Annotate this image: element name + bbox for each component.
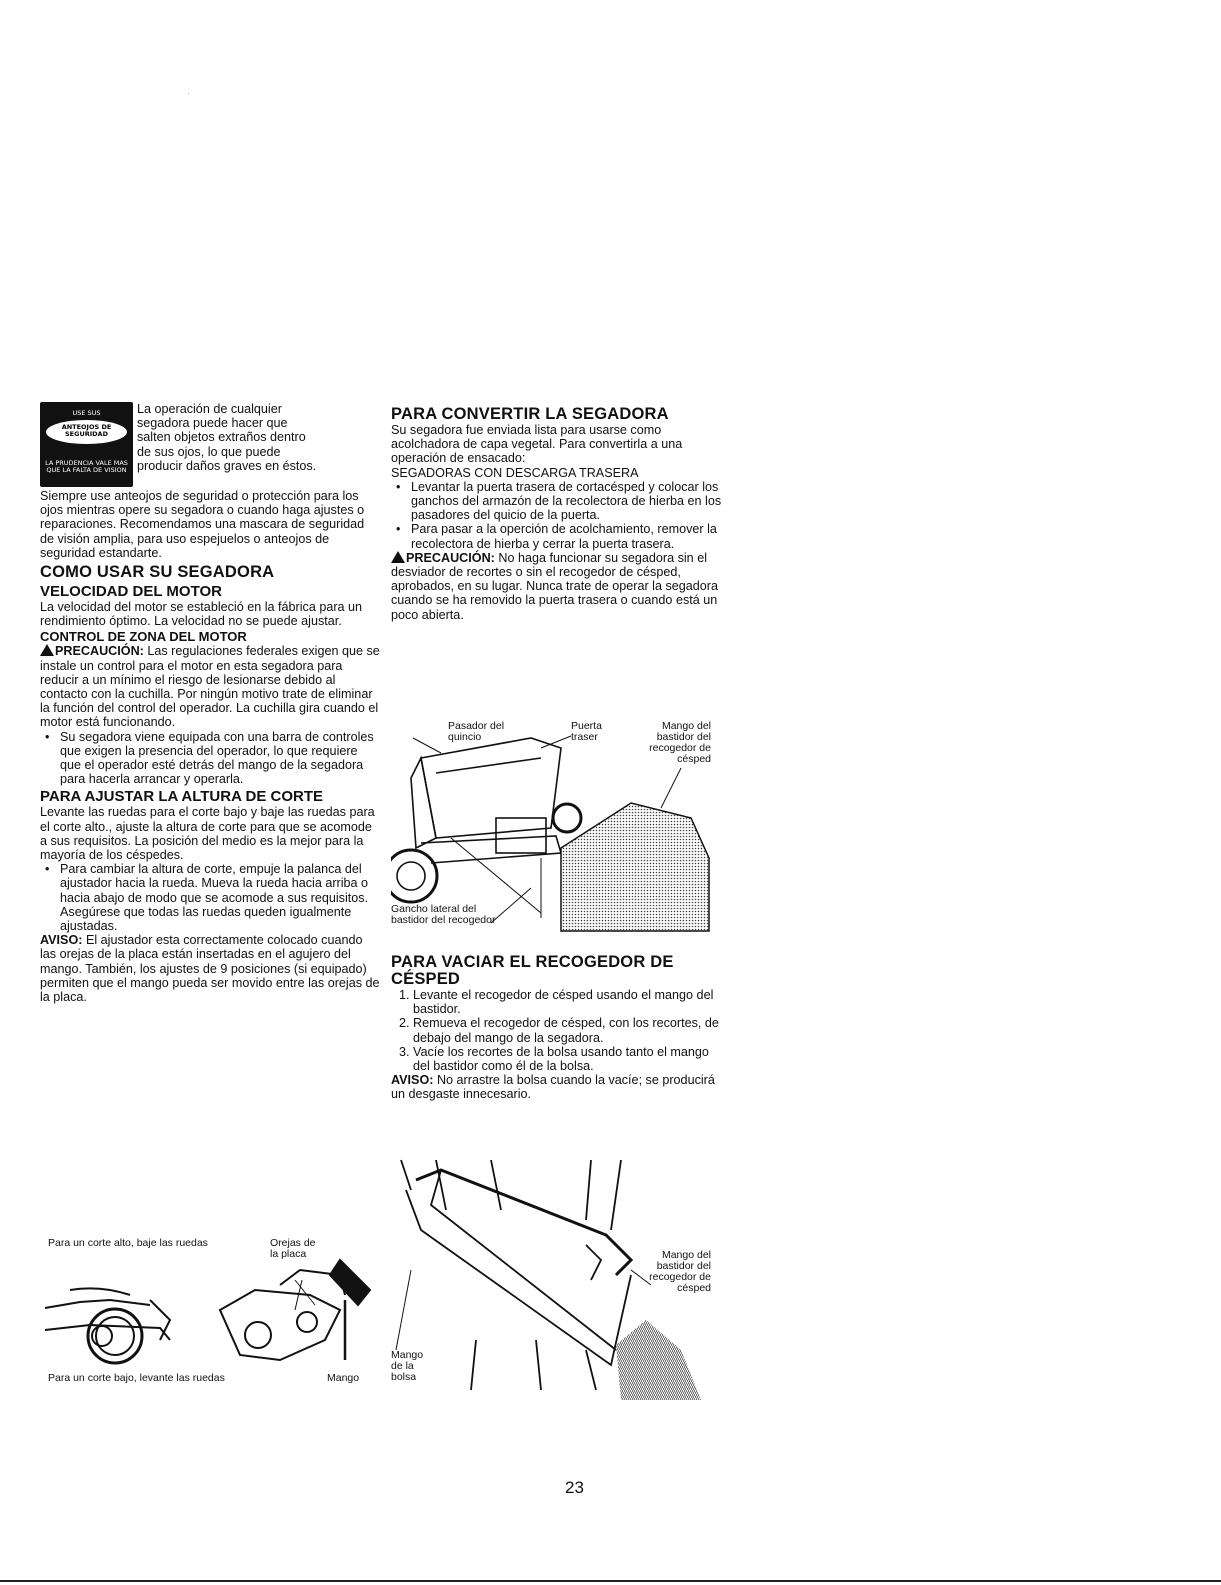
safety-warning bbox=[40, 402, 380, 560]
fig-label-mango: Mango bbox=[327, 1372, 360, 1384]
heading-vaciar: PARA VACIAR EL RECOGEDOR DE CÉSPED bbox=[391, 953, 674, 988]
heading-velocidad: VELOCIDAD DEL MOTOR bbox=[40, 583, 222, 601]
fig-label-corte-alto: Para un corte alto, baje las ruedas bbox=[48, 1237, 208, 1249]
intro-rest: Siempre use anteojos de seguridad o protección para los ojos mientras opere su segadora o cuando haga ajustes o reparaciones. Recomendamos una mascara de seguridad de visión amplia, para uso espejuelos o anteojos de seguridad estandarte. bbox=[40, 489, 365, 560]
list-item: • Para pasar a la operción de acolchamiento, remover la recolectora de hierba y cerrar la puerta trasera. bbox=[411, 522, 726, 550]
precaucion-text: No haga funcionar su segadora sin el desviador de recortes o sin el recogedor de césped, aprobados, en su lugar. Nunca trate de operar la segadora cuando se ha removido la puerta trasera o cuando está un poco abierta. bbox=[391, 550, 718, 622]
caution-triangle-icon bbox=[40, 644, 54, 656]
vaciar-section bbox=[391, 950, 726, 1102]
height-adjuster-drawing bbox=[40, 1250, 380, 1380]
heading-convertir: PARA CONVERTIR LA SEGADORA bbox=[391, 405, 669, 423]
list-item: 2. Remueva el recogedor de césped, con los recortes, de debajo del mango de la segadora. bbox=[413, 1016, 726, 1044]
control-bullets bbox=[40, 730, 380, 787]
list-item: • Su segadora viene equipada con una barra de controles que exigen la presencia del operador, lo que requiere que el operador esté detrás del mango de la segadora para hacerla arrancar y operarla. bbox=[60, 730, 380, 787]
fig-label-mango-bolsa: Mango de la bolsa bbox=[391, 1349, 424, 1383]
precaucion-text: Las regulaciones federales exigen que se instale un control para el motor en esta segadora para reducir a un mínimo el riesgo de lesionarse debido al contacto con la cuchilla. Por ningún motivo trate de eliminar la función del control del operador. La cuchilla gira cuando el motor está funcionando. bbox=[40, 644, 380, 730]
fig-label-mango-bastidor: Mango del bastidor del recogedor de césped bbox=[649, 1249, 711, 1294]
intro-line: producir daños graves en éstos. bbox=[137, 458, 317, 473]
aviso-paragraph bbox=[391, 1073, 726, 1101]
badge-bottom-text: LA PRUDENCIA VALE MAS QUE LA FALTA DE VISION bbox=[45, 459, 128, 474]
convertir-bullets bbox=[391, 480, 726, 551]
heading-altura: PARA AJUSTAR LA ALTURA DE CORTE bbox=[40, 788, 324, 806]
list-item: • Levantar la puerta trasera de cortacésped y colocar los ganchos del armazón de la recolectora de hierba en los pasadores del quicio de la puerta. bbox=[411, 480, 726, 523]
fig-label-mango-bastidor: Mango del bastidor del recogedor de césped bbox=[649, 720, 711, 765]
bottom-rule bbox=[0, 1580, 1221, 1582]
aviso-text: El ajustador esta correctamente colocado cuando las orejas de la placa están insertadas en el agujero del mango. También, los ajustes de 9 posiciones (si equipado) permiten que el mango pueda ser movido entre las orejas de la placa. bbox=[40, 933, 380, 1005]
intro-line: de sus ojos, lo que puede bbox=[137, 444, 281, 459]
subheading-descarga: SEGADORAS CON DESCARGA TRASERA bbox=[391, 465, 639, 480]
caution-triangle-icon bbox=[391, 551, 405, 563]
altura-bullets bbox=[40, 862, 380, 933]
fig-label-pasador: Pasador del quincio bbox=[448, 720, 505, 743]
convertir-text: Su segadora fue enviada lista para usarse como acolchadora de capa vegetal. Para convertirla a una operación de ensacado: bbox=[391, 423, 683, 466]
intro-line: salten objetos extraños dentro bbox=[137, 430, 306, 445]
intro-line: La operación de cualquier bbox=[137, 402, 282, 416]
fig-label-orejas: Orejas de la placa bbox=[270, 1237, 316, 1260]
aviso-label: AVISO: bbox=[391, 1073, 434, 1088]
badge-middle-text: ANTEOJOS DE SEGURIDAD bbox=[61, 423, 112, 438]
list-item: 3. Vacíe los recortes de la bolsa usando tanto el mango del bastidor como él de la bolsa. bbox=[413, 1045, 726, 1073]
list-item: 1. Levante el recogedor de césped usando el mango del bastidor. bbox=[413, 988, 726, 1016]
precaucion-label: PRECAUCIÓN: bbox=[55, 644, 144, 659]
aviso-text: No arrastre la bolsa cuando la vacíe; se producirá un desgaste innecesario. bbox=[391, 1073, 715, 1102]
aviso-label: AVISO: bbox=[40, 933, 83, 948]
fig-label-corte-bajo: Para un corte bajo, levante las ruedas bbox=[48, 1372, 225, 1384]
precaucion-paragraph bbox=[40, 644, 380, 729]
vaciar-steps bbox=[391, 988, 726, 1073]
grass-catcher-figure bbox=[391, 718, 721, 938]
heading-como-usar: COMO USAR SU SEGADORA bbox=[40, 563, 275, 582]
badge-top-text: USE SUS bbox=[72, 409, 101, 417]
page-number: 23 bbox=[565, 1478, 584, 1497]
precaucion-label: PRECAUCIÓN: bbox=[406, 550, 495, 565]
emptying-bag-figure bbox=[391, 1150, 721, 1410]
velocidad-text: La velocidad del motor se estableció en la fábrica para un rendimiento óptimo. La velocidad no se puede ajustar. bbox=[40, 600, 363, 629]
right-column bbox=[391, 402, 726, 622]
left-column bbox=[40, 402, 380, 1004]
aviso-paragraph bbox=[40, 933, 380, 1004]
fig-label-puerta: Puerta traser bbox=[571, 720, 602, 743]
intro-line: segadora puede hacer que bbox=[137, 416, 288, 431]
safety-glasses-badge-icon bbox=[40, 402, 133, 487]
altura-text: Levante las ruedas para el corte bajo y baje las ruedas para el corte alto., ajuste la altura de corte para que se acomode a sus requisitos. La posición del medio es la mejor para la mayoría de los céspedes. bbox=[40, 805, 375, 863]
fig-label-gancho: Gancho lateral del bastidor del recogedor bbox=[391, 903, 496, 926]
height-adjuster-figure bbox=[40, 1232, 380, 1392]
scan-speck bbox=[188, 93, 189, 94]
list-item: • Para cambiar la altura de corte, empuje la palanca del ajustador hacia la rueda. Mueva la rueda hacia arriba o hacia abajo de modo que se acomode a sus requisitos. Asegúrese que todas las ruedas queden igualmente ajustadas. bbox=[60, 862, 380, 933]
heading-control-zona: CONTROL DE ZONA DEL MOTOR bbox=[40, 629, 247, 645]
precaucion-paragraph bbox=[391, 551, 726, 622]
